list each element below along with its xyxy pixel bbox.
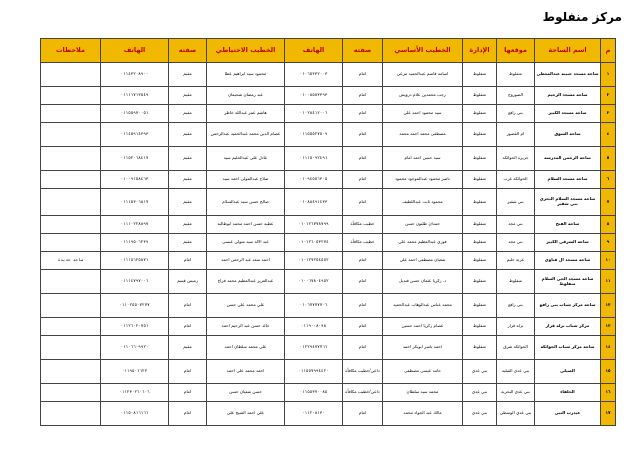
backup-role-cell: مقيم bbox=[169, 336, 207, 360]
plaza-name-cell: ساحة مسجد الكبير bbox=[535, 105, 601, 123]
plaza-name-cell: عيدرب النبي bbox=[535, 402, 601, 426]
backup-preacher-cell: عادل علي عبدالحليم سيد bbox=[207, 147, 285, 171]
plaza-name-cell: ساحة مركز شباب الحوائكة bbox=[535, 336, 601, 360]
backup-phone-cell: ٠١١٢٣٠٢٦٠٦٠٦ bbox=[101, 384, 169, 402]
backup-role-cell: مقيم bbox=[169, 171, 207, 189]
location-cell: عزبة حليم bbox=[497, 252, 535, 270]
main-phone-cell: ٠١٢٢٩٤٧٧٧٦٦ bbox=[285, 336, 343, 360]
location-cell: بني مجد bbox=[497, 234, 535, 252]
backup-role-cell: مقيم bbox=[169, 105, 207, 123]
main-phone-cell: ٠١٠٠٨٥٨٣٣٩٣ bbox=[285, 87, 343, 105]
location-cell: بني عدي البحرية bbox=[497, 384, 535, 402]
backup-phone-cell: ٠١١١١٧١٣٥٤٩ bbox=[101, 87, 169, 105]
main-role-cell: امام bbox=[343, 252, 383, 270]
main-phone-cell: ٠١٠٩٤٥٥٦٣٠٥ bbox=[285, 171, 343, 189]
col-header-backup-role: صفته bbox=[169, 39, 207, 63]
header-row bbox=[41, 39, 616, 63]
notes-cell bbox=[41, 105, 101, 123]
location-cell: منفلوط bbox=[497, 270, 535, 294]
table-row bbox=[41, 252, 616, 270]
backup-phone-cell: ٠١١٩٥٠١٦٢٣ bbox=[101, 360, 169, 384]
location-cell: منفلوط bbox=[497, 63, 535, 87]
plaza-name-cell: ساحة مسجد السلام bbox=[535, 171, 601, 189]
backup-phone-cell: ٠١١١٥٦٢٥٨٧١ bbox=[101, 252, 169, 270]
backup-role-cell: مقيم bbox=[169, 123, 207, 147]
location-cell: بني عدي القبلية bbox=[497, 360, 535, 384]
table-row bbox=[41, 216, 616, 234]
main-role-cell: امام bbox=[343, 189, 383, 216]
backup-preacher-cell: عبدالعزيز عبدالعظيم محمد فراج bbox=[207, 270, 285, 294]
main-role-cell: امام bbox=[343, 87, 383, 105]
plaza-name-cell: ساحة الرحمن المدرسه bbox=[535, 147, 601, 171]
main-preacher-cell: مصطفى محمد احمد محمد bbox=[383, 123, 463, 147]
backup-role-cell: امام bbox=[169, 360, 207, 384]
col-header-number: م bbox=[601, 39, 616, 63]
main-phone-cell: ٠١١٥٥٣٧٠٠٨٥ bbox=[285, 384, 343, 402]
notes-cell bbox=[41, 171, 101, 189]
col-header-plaza: اسم الساحة bbox=[535, 39, 601, 63]
page-title: مركز منفلوط bbox=[542, 10, 622, 24]
main-role-cell: امام bbox=[343, 402, 383, 426]
backup-preacher-cell: علي محمد علي حسن bbox=[207, 294, 285, 318]
table-row bbox=[41, 336, 616, 360]
backup-phone-cell: ٠١١٤٣٢٠٨٩٠٠ bbox=[101, 63, 169, 87]
plaza-name-cell: مركز شباب نزلة قرار bbox=[535, 318, 601, 336]
backup-phone-cell: ٠١٠٠٩١٥٨٤٦٣ bbox=[101, 171, 169, 189]
col-header-main-preacher: الخطيب الأساسي bbox=[383, 39, 463, 63]
backup-phone-cell: ٠١١٢٦٠٢٠٧٥١ bbox=[101, 318, 169, 336]
administration-cell: منفلوط bbox=[463, 270, 497, 294]
table-row bbox=[41, 87, 616, 105]
main-phone-cell: ٠١١٥٥٥٢٧٥٠٩ bbox=[285, 123, 343, 147]
plaza-name-cell: الصيلي bbox=[535, 360, 601, 384]
row-number-cell: ١ bbox=[601, 63, 616, 87]
row-number-cell: ٣ bbox=[601, 105, 616, 123]
notes-cell bbox=[41, 318, 101, 336]
location-cell: ام القصور bbox=[497, 123, 535, 147]
administration-cell: منفلوط bbox=[463, 147, 497, 171]
administration-cell: منفلوط bbox=[463, 105, 497, 123]
notes-cell bbox=[41, 294, 101, 318]
main-role-cell: داعي/خطيب مكافأة bbox=[343, 360, 383, 384]
main-phone-cell: ٠١١١٥٠٩٢٤٩١ bbox=[285, 147, 343, 171]
notes-cell bbox=[41, 87, 101, 105]
administration-cell: بني عدي bbox=[463, 384, 497, 402]
plazas-table bbox=[40, 38, 616, 426]
main-preacher-cell: شعبان مصطفى احمد علي bbox=[383, 252, 463, 270]
backup-role-cell: مقيم bbox=[169, 63, 207, 87]
main-preacher-cell: سيد محمود احمد علي bbox=[383, 105, 463, 123]
main-preacher-cell: سيد حسن احمد امام bbox=[383, 147, 463, 171]
row-number-cell: ٦ bbox=[601, 171, 616, 189]
main-phone-cell: ٠١٠٨٨٤٩١٤٣٣ bbox=[285, 189, 343, 216]
backup-role-cell: مقيم bbox=[169, 216, 207, 234]
location-cell: بني رافع bbox=[497, 294, 535, 318]
location-cell: نزلة قرار bbox=[497, 318, 535, 336]
location-cell: بني مجد bbox=[497, 216, 535, 234]
main-role-cell: خطيب مكافأة bbox=[343, 234, 383, 252]
main-role-cell: امام bbox=[343, 123, 383, 147]
row-number-cell: ١٤ bbox=[601, 336, 616, 360]
plaza-name-cell: ساحة الفتح bbox=[535, 216, 601, 234]
backup-preacher-cell: صالح حسن سيد عبدالسلام bbox=[207, 189, 285, 216]
main-preacher-cell: د. زكريا عثمان حسن قنديل bbox=[383, 270, 463, 294]
backup-phone-cell: ٠١١٥٢٠٦٨٤١٧ bbox=[101, 147, 169, 171]
col-header-notes: ملاحظات bbox=[41, 39, 101, 63]
administration-cell: منفلوط bbox=[463, 189, 497, 216]
backup-phone-cell: ٠١١٤٥٩١٤٣٩٣ bbox=[101, 123, 169, 147]
row-number-cell: ٤ bbox=[601, 123, 616, 147]
administration-cell: منفلوط bbox=[463, 87, 497, 105]
col-header-admin: الإدارة bbox=[463, 39, 497, 63]
main-phone-cell: ٠١٠٠٦٧٨٠٤٩٥٢ bbox=[285, 270, 343, 294]
main-role-cell: خطيب مكافأة bbox=[343, 216, 383, 234]
notes-cell bbox=[41, 402, 101, 426]
col-header-main-phone: الهاتف bbox=[285, 39, 343, 63]
row-number-cell: ١٢ bbox=[601, 294, 616, 318]
main-preacher-cell: حمدان طلتون حسن bbox=[383, 216, 463, 234]
col-header-backup-phone: الهاتف bbox=[101, 39, 169, 63]
plaza-name-cell: ساحة مسجد جنينة عبدالمعطي bbox=[535, 63, 601, 87]
main-preacher-cell: احمد ياسر ابوبكر احمد bbox=[383, 336, 463, 360]
notes-cell bbox=[41, 336, 101, 360]
main-role-cell: امام bbox=[343, 105, 383, 123]
main-preacher-cell: مالك عبد الجواد محمد bbox=[383, 402, 463, 426]
main-preacher-cell: محمد عباس عبدالوهاب عبدالحميد bbox=[383, 294, 463, 318]
plaza-name-cell: ساحة مسجد الرحيم bbox=[535, 87, 601, 105]
location-cell: بني عدي الوسطي bbox=[497, 402, 535, 426]
notes-cell bbox=[41, 360, 101, 384]
notes-cell: ساحة جديدة bbox=[41, 252, 101, 270]
backup-preacher-cell: خالد حسن عبد الرحيم احمد bbox=[207, 318, 285, 336]
main-preacher-cell: عصام زكريا احمد حسين bbox=[383, 318, 463, 336]
notes-cell bbox=[41, 270, 101, 294]
table-row bbox=[41, 402, 616, 426]
main-preacher-cell: حامد عيسى مصطفى bbox=[383, 360, 463, 384]
main-role-cell: امام bbox=[343, 63, 383, 87]
plaza-name-cell: ساحة مسجد ال قناوي bbox=[535, 252, 601, 270]
administration-cell: منفلوط bbox=[463, 216, 497, 234]
col-header-main-role: صفته bbox=[343, 39, 383, 63]
main-phone-cell: ٠١٠٦٥٣٣٢٠٠٣ bbox=[285, 63, 343, 87]
row-number-cell: ٢ bbox=[601, 87, 616, 105]
main-preacher-cell: محمد سيد سلطان bbox=[383, 384, 463, 402]
backup-phone-cell: ٠١١١٥٣٠٦٨١٧ bbox=[101, 189, 169, 216]
table-row bbox=[41, 234, 616, 252]
administration-cell: منفلوط bbox=[463, 294, 497, 318]
backup-phone-cell: ٠١١١٠٢٢٨٨٩٧ bbox=[101, 216, 169, 234]
backup-preacher-cell: احمد محمد علي احمد bbox=[207, 360, 285, 384]
plaza-name-cell: ساحة مسجد السلام البحري بني شقير bbox=[535, 189, 601, 216]
table-row bbox=[41, 384, 616, 402]
backup-preacher-cell: عطية حسن احمد محمد ابوطالبة bbox=[207, 216, 285, 234]
plaza-name-cell: ساحة مسجد الحي السلام منفلوط bbox=[535, 270, 601, 294]
main-role-cell: امام bbox=[343, 270, 383, 294]
row-number-cell: ٩ bbox=[601, 234, 616, 252]
col-header-backup-preacher: الخطيب الاحتياطي bbox=[207, 39, 285, 63]
backup-role-cell: زميس قسم bbox=[169, 270, 207, 294]
main-preacher-cell: محمود ثابت عبداللطيف bbox=[383, 189, 463, 216]
row-number-cell: ١٦ bbox=[601, 384, 616, 402]
notes-cell bbox=[41, 189, 101, 216]
administration-cell: بني عدي bbox=[463, 360, 497, 384]
main-preacher-cell: ناصر محمود عبدالموجود محمود bbox=[383, 171, 463, 189]
main-preacher-cell: اسامة قاسم عبدالحميد مرعي bbox=[383, 63, 463, 87]
backup-preacher-cell: محمود سيد ابراهيم عطا bbox=[207, 63, 285, 87]
main-preacher-cell: رجب محمدين علام درويش bbox=[383, 87, 463, 105]
location-cell: الحوائكة غرب bbox=[497, 171, 535, 189]
main-phone-cell: ٠١١٢٠٨١٣٠ bbox=[285, 402, 343, 426]
table-row bbox=[41, 270, 616, 294]
main-phone-cell: ٠١٠١٢٦٠٥٣٢٧٤ bbox=[285, 234, 343, 252]
table-row bbox=[41, 123, 616, 147]
backup-role-cell: امام bbox=[169, 402, 207, 426]
main-role-cell: امام bbox=[343, 318, 383, 336]
backup-preacher-cell: علي محمد سلطان احمد bbox=[207, 336, 285, 360]
administration-cell: منفلوط bbox=[463, 336, 497, 360]
location-cell: الحوائكة شرق bbox=[497, 336, 535, 360]
main-role-cell: داعي/خطيب مكافأة bbox=[343, 384, 383, 402]
row-number-cell: ١١ bbox=[601, 270, 616, 294]
main-preacher-cell: فوزي عبدالعظيم محمد علي bbox=[383, 234, 463, 252]
table-row bbox=[41, 63, 616, 87]
table-row bbox=[41, 360, 616, 384]
row-number-cell: ٥ bbox=[601, 147, 616, 171]
backup-phone-cell: ٠١١١٤٧٩٧٠٠٦ bbox=[101, 270, 169, 294]
main-phone-cell: ٠١٠١٢٧٢٥٤٥٥٢ bbox=[285, 252, 343, 270]
backup-role-cell: مقيم bbox=[169, 147, 207, 171]
table-row bbox=[41, 105, 616, 123]
location-cell: الصوروج bbox=[497, 87, 535, 105]
notes-cell bbox=[41, 216, 101, 234]
main-role-cell: امام bbox=[343, 171, 383, 189]
backup-phone-cell: ٠١١٠٢٥٥٠٧٢٧٧ bbox=[101, 294, 169, 318]
backup-role-cell: مقيم bbox=[169, 87, 207, 105]
administration-cell: منفلوط bbox=[463, 318, 497, 336]
backup-preacher-cell: عبد رمضان شحيمان bbox=[207, 87, 285, 105]
administration-cell: منفلوط bbox=[463, 123, 497, 147]
table-row bbox=[41, 189, 616, 216]
backup-role-cell: مقيم bbox=[169, 234, 207, 252]
backup-role-cell: امام bbox=[169, 252, 207, 270]
location-cell: بني شقير bbox=[497, 189, 535, 216]
administration-cell: بني عدي bbox=[463, 402, 497, 426]
main-role-cell: امام bbox=[343, 147, 383, 171]
plaza-name-cell: ساحة مركز شباب بني رافع bbox=[535, 294, 601, 318]
main-phone-cell: ٠١١٩٠٠٨٠٩٨ bbox=[285, 318, 343, 336]
backup-role-cell: مقيم bbox=[169, 189, 207, 216]
backup-preacher-cell: صلاح عبدالمولى احمد سيد bbox=[207, 171, 285, 189]
backup-preacher-cell: هاشم عمر عبدالله خاطر bbox=[207, 105, 285, 123]
main-role-cell: امام bbox=[343, 294, 383, 318]
backup-phone-cell: ٠١١٥٥٩٧٠٠٥١ bbox=[101, 105, 169, 123]
backup-role-cell: امام bbox=[169, 384, 207, 402]
main-phone-cell: ٠١٠٦٧٧٧٧٧٠٦ bbox=[285, 294, 343, 318]
plaza-name-cell: ساحة السوق bbox=[535, 123, 601, 147]
backup-phone-cell: ٠١١٠٦٦٠٩٩٢٠ bbox=[101, 336, 169, 360]
location-cell: جزيرة الحوائكة bbox=[497, 147, 535, 171]
administration-cell: منفلوط bbox=[463, 171, 497, 189]
notes-cell bbox=[41, 234, 101, 252]
backup-phone-cell: ٠١١٥٠٨١٦١٦٦ bbox=[101, 402, 169, 426]
row-number-cell: ١٥ bbox=[601, 360, 616, 384]
backup-preacher-cell: عبد الاله سيد متولي عيسى bbox=[207, 234, 285, 252]
administration-cell: منفلوط bbox=[463, 252, 497, 270]
backup-preacher-cell: عصام الدين محمد عبدالحميد عبدالرحمن bbox=[207, 123, 285, 147]
table-row bbox=[41, 147, 616, 171]
row-number-cell: ٧ bbox=[601, 189, 616, 216]
location-cell: بني رافع bbox=[497, 105, 535, 123]
notes-cell bbox=[41, 123, 101, 147]
plaza-name-cell: الخلفاء bbox=[535, 384, 601, 402]
col-header-location: موقعها bbox=[497, 39, 535, 63]
notes-cell bbox=[41, 63, 101, 87]
table-row bbox=[41, 318, 616, 336]
main-phone-cell: ٠١١٥٥٧٩٩٤٤٢٠ bbox=[285, 360, 343, 384]
main-phone-cell: ٠١٠٢٨٤١٢٠٠٦ bbox=[285, 105, 343, 123]
notes-cell bbox=[41, 147, 101, 171]
row-number-cell: ١٣ bbox=[601, 318, 616, 336]
administration-cell: منفلوط bbox=[463, 63, 497, 87]
main-phone-cell: ٠١٠١٢٦٧٧٨٧٩٩ bbox=[285, 216, 343, 234]
row-number-cell: ٨ bbox=[601, 216, 616, 234]
backup-preacher-cell: احمد سعد عبد الرحمن احمد bbox=[207, 252, 285, 270]
backup-preacher-cell: علي احمد الشيخ علي bbox=[207, 402, 285, 426]
backup-phone-cell: ٠١١١٩٥٠٦٢٣٩ bbox=[101, 234, 169, 252]
main-role-cell: امام bbox=[343, 336, 383, 360]
backup-role-cell: امام bbox=[169, 294, 207, 318]
row-number-cell: ١٧ bbox=[601, 402, 616, 426]
administration-cell: منفلوط bbox=[463, 234, 497, 252]
backup-role-cell: امام bbox=[169, 318, 207, 336]
row-number-cell: ١٠ bbox=[601, 252, 616, 270]
plaza-name-cell: ساحة الشرقي الكبير bbox=[535, 234, 601, 252]
backup-preacher-cell: حسن شعبان حسن bbox=[207, 384, 285, 402]
table-row bbox=[41, 171, 616, 189]
notes-cell bbox=[41, 384, 101, 402]
table-row bbox=[41, 294, 616, 318]
